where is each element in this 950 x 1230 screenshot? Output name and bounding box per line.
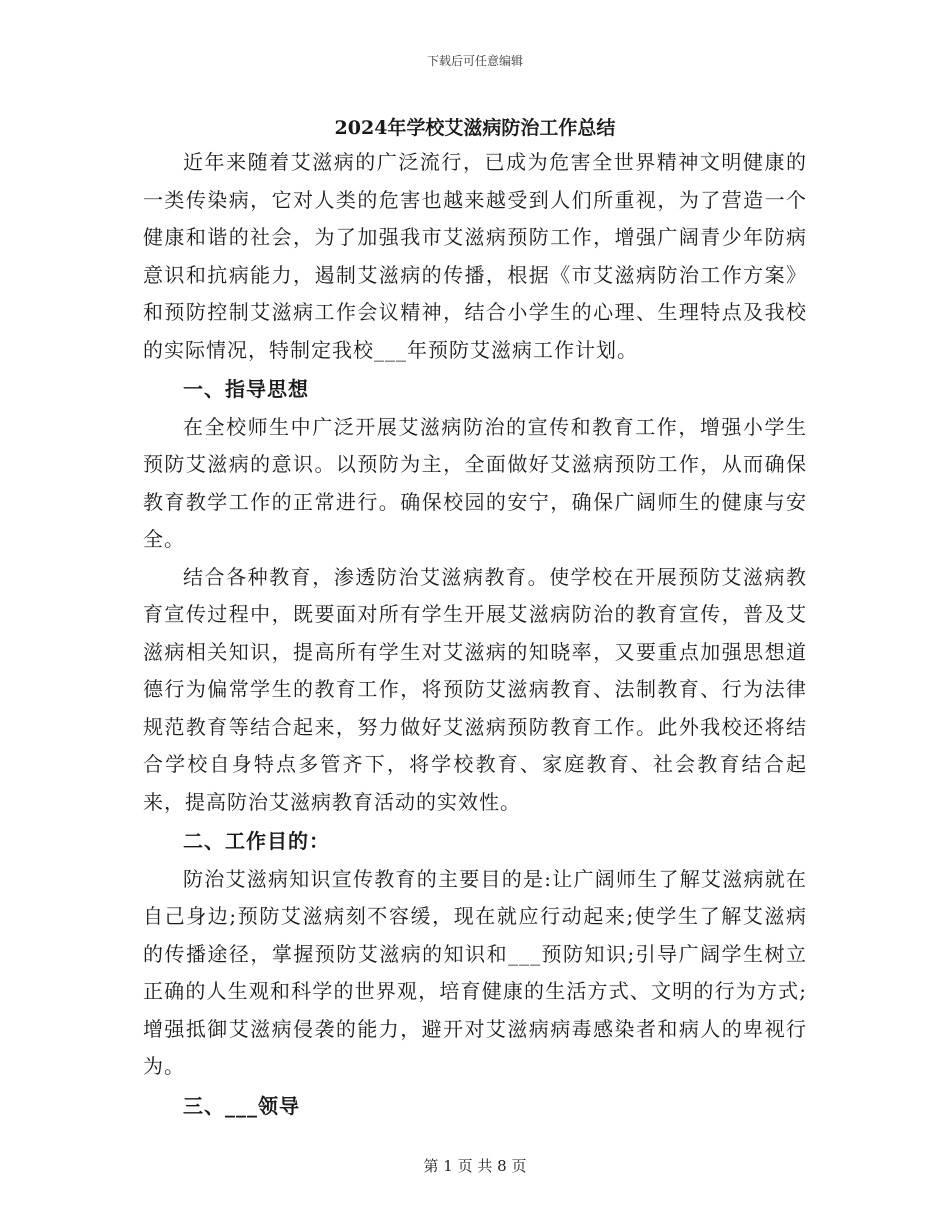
header-note: 下载后可任意编辑	[426, 54, 523, 68]
section-heading-work-purpose: 二、工作目的：	[183, 829, 330, 853]
section1-paragraph-1: 在全校师生中广泛开展艾滋病防治的宣传和教育工作，增强小学生预防艾滋病的意识。以预防为主，全面做好艾滋病预防工作，从而确保教育教学工作的正常进行。确保校园的安宁，确保广阔师生的健康与安全。	[143, 414, 807, 551]
page-number-footer: 第 1 页 共 8 页	[423, 1157, 527, 1175]
section1-paragraph-2: 结合各种教育，渗透防治艾滋病教育。使学校在开展预防艾滋病教育宣传过程中，既要面对所有学生开展艾滋病防治的教育宣传，普及艾滋病相关知识，提高所有学生对艾滋病的知晓率，又要重点加强思想道德行为偏常学生的教育工作，将预防艾滋病教育、法制教育、行为法律规范教育等结合起来，努力做好艾滋病预防教育工作。此外我校还将结合学校自身特点多管齐下，将学校教育、家庭教育、社会教育结合起来，提高防治艾滋病教育活动的实效性。	[143, 564, 807, 814]
intro-paragraph: 近年来随着艾滋病的广泛流行，已成为危害全世界精神文明健康的一类传染病，它对人类的危害也越来越受到人们所重视，为了营造一个健康和谐的社会，为了加强我市艾滋病预防工作，增强广阔青少年防病意识和抗病能力，遏制艾滋病的传播，根据《市艾滋病防治工作方案》和预防控制艾滋病工作会议精神，结合小学生的心理、生理特点及我校的实际情况，特制定我校___年预防艾滋病工作计划。	[143, 150, 807, 362]
section-heading-guiding-ideology: 一、指导思想	[183, 377, 309, 401]
document-title: 2024年学校艾滋病防治工作总结	[334, 117, 616, 139]
document-body	[143, 144, 807, 1125]
section-heading-leadership: 三、___领导	[183, 1093, 300, 1118]
section2-paragraph-1: 防治艾滋病知识宣传教育的主要目的是:让广阔师生了解艾滋病就在自己身边;预防艾滋病刻不容缓，现在就应行动起来;使学生了解艾滋病的传播途径，掌握预防艾滋病的知识和___预防知识;引导广阔学生树立正确的人生观和科学的世界观，培育健康的生活方式、文明的行为方式;增强抵御艾滋病侵袭的能力，避开对艾滋病病毒感染者和病人的卑视行为。	[143, 866, 807, 1078]
